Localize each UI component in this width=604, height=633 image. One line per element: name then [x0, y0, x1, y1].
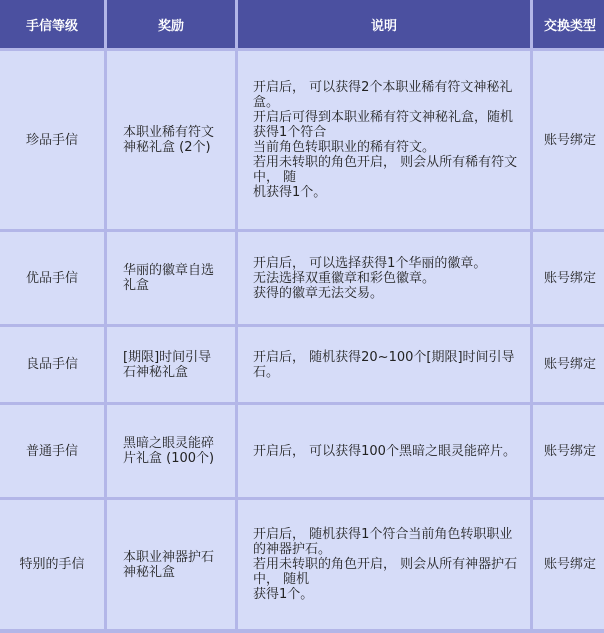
- description-line: 开启后， 可以获得2个本职业稀有符文神秘礼盒。: [253, 80, 513, 110]
- reward-cell: 黑暗之眼灵能碎片礼盒 (100个): [107, 405, 235, 497]
- reward-cell: 华丽的徽章自选礼盒: [107, 232, 235, 324]
- table-row: [0, 232, 604, 324]
- description-line: 若用未转职的角色开启， 则会从所有神器护石中， 随机: [253, 557, 518, 587]
- description-line: 机获得1个。: [253, 185, 327, 200]
- description-cell: [238, 51, 530, 229]
- level-cell: 特别的手信: [0, 500, 104, 629]
- level-cell: 良品手信: [0, 327, 104, 402]
- header-level: 手信等级: [0, 0, 104, 48]
- level-cell: 普通手信: [0, 405, 104, 497]
- table-header-row: [0, 0, 604, 48]
- description-line: 若用未转职的角色开启， 则会从所有稀有符文中， 随: [253, 155, 518, 185]
- exchange-type-cell: 账号绑定: [533, 232, 604, 324]
- description-line: 开启后， 可以选择获得1个华丽的徽章。: [253, 255, 487, 271]
- table-row: [0, 500, 604, 629]
- exchange-type-cell: 账号绑定: [533, 327, 604, 402]
- description-line: 无法选择双重徽章和彩色徽章。: [253, 270, 436, 286]
- description-line: 开启后， 随机获得1个符合当前角色转职职业的神器护石。: [253, 527, 513, 557]
- exchange-type-cell: 账号绑定: [533, 500, 604, 629]
- reward-cell: 本职业稀有符文 神秘礼盒 (2个): [107, 51, 235, 229]
- exchange-type-cell: 账号绑定: [533, 51, 604, 229]
- table-row: [0, 327, 604, 402]
- description-cell: [238, 327, 530, 402]
- level-cell: 优品手信: [0, 232, 104, 324]
- description-line: 开启后， 随机获得20~100个[期限]时间引导石。: [253, 349, 515, 380]
- table-row: [0, 405, 604, 497]
- exchange-type-cell: 账号绑定: [533, 405, 604, 497]
- description-line: 获得的徽章无法交易。: [253, 285, 384, 301]
- description-line: 开启后， 可以获得100个黑暗之眼灵能碎片。: [253, 443, 516, 459]
- header-exchange-type: 交换类型: [533, 0, 604, 48]
- level-cell: 珍品手信: [0, 51, 104, 229]
- description-cell: [238, 232, 530, 324]
- description-line: 当前角色转职职业的稀有符文。: [253, 140, 436, 155]
- reward-cell: 本职业神器护石 神秘礼盒: [107, 500, 235, 629]
- description-line: 开启后可得到本职业稀有符文神秘礼盒，随机获得1个符合: [253, 110, 514, 140]
- header-reward: 奖励: [107, 0, 235, 48]
- reward-cell: [期限]时间引导石神秘礼盒: [107, 327, 235, 402]
- description-line: 获得1个。: [253, 587, 314, 602]
- description-cell: [238, 405, 530, 497]
- table-row: [0, 51, 604, 229]
- description-cell: [238, 500, 530, 629]
- header-description: 说明: [238, 0, 530, 48]
